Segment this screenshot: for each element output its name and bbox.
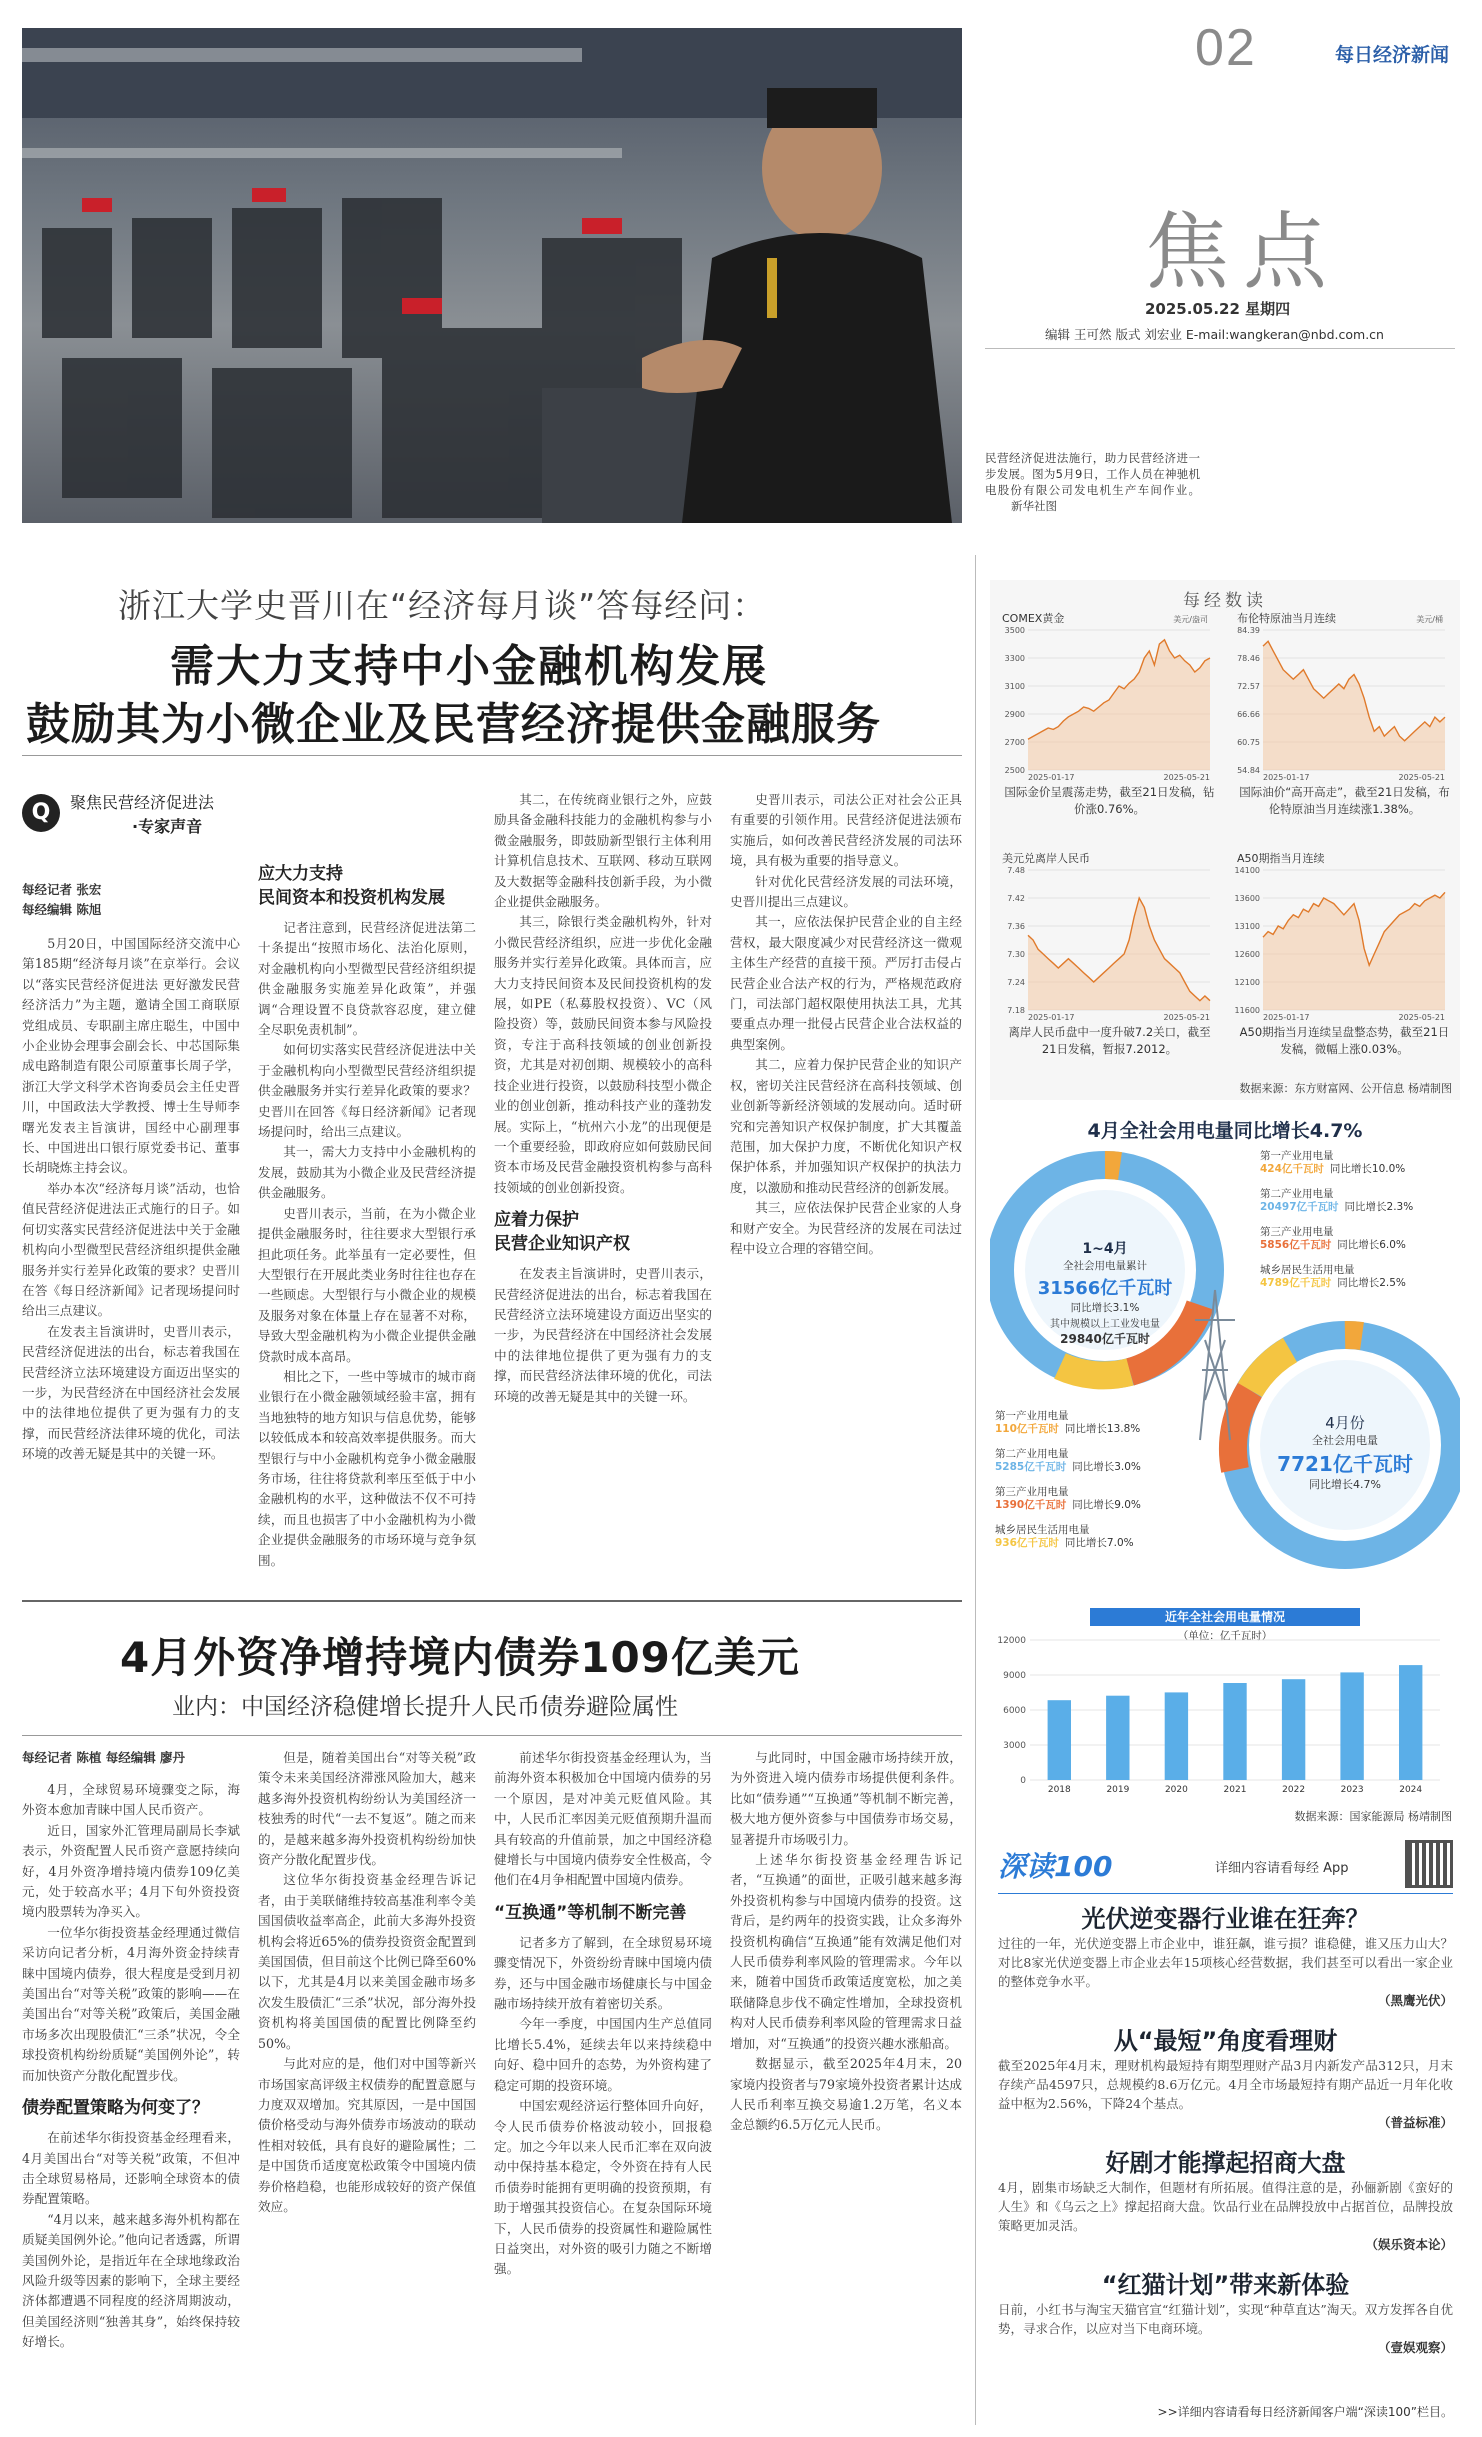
deep-read-item[interactable] <box>998 2265 1453 2356</box>
deep-read-panel <box>990 1835 1460 2425</box>
breakdown-value: 936亿千瓦时 <box>995 1537 1059 1549</box>
indicator-name: 美元兑离岸人民币 <box>1002 852 1090 865</box>
deep-read-title[interactable]: “红猫计划”带来新体验 <box>1101 2271 1350 2299</box>
deep-read-source: （娱乐资本论） <box>1365 2237 1453 2252</box>
x-tick: 2018 <box>1047 1785 1071 1795</box>
indicator-area <box>1263 641 1445 770</box>
section-title: 焦点 <box>1145 203 1342 301</box>
indicator-chart <box>1235 851 1452 1064</box>
apr-value: 7721亿千瓦时 <box>1277 1452 1413 1476</box>
power-title: 4月全社会用电量同比增长4.7% <box>1087 1120 1363 1142</box>
article2-subhead: 业内：中国经济稳健增长提升人民币债券避险属性 <box>172 1694 678 1720</box>
breakdown-values <box>1260 1163 1455 1176</box>
paragraph: 其二，应着力保护民营企业的知识产权，密切关注民营经济在高科技领域、创业创新等新经济领域的发展动向。适时研究和完善知识产权保护制度，扩大其覆盖范围，加大保护力度，不断优化知识产权保护体系，并加强知识产权保护的执法力度，以激励和推动民营经济的创新发展。 <box>730 1057 962 1195</box>
indicator-name: A50期指当月连续 <box>1237 852 1325 865</box>
x-tick: 2025-01-17 <box>1028 773 1075 782</box>
y-tick: 54.84 <box>1237 766 1260 775</box>
deep-read-source: （黑鹰光伏） <box>1377 1993 1453 2008</box>
article2-column-2 <box>258 1748 476 2428</box>
y-tick: 2700 <box>1004 738 1025 747</box>
breakdown-values <box>995 1461 1220 1474</box>
deep-read-text: 过往的一年，光伏逆变器上市企业中，谁狂飙，谁亏损？谁稳健，谁又压力山大？对比8家光伏逆变器上市企业去年15项核心经营数据，我们甚至可以看出一家企业的整体竞争水平。 <box>998 1936 1453 1989</box>
paragraph: 其二，在传统商业银行之外，应鼓励具备金融科技能力的金融机构参与小微金融服务，即鼓励新型银行主体利用计算机信息技术、互联网、移动互联网及大数据等金融科技创新手段，为小微企业提供金融服务。 <box>494 792 712 910</box>
power-bar-chart <box>990 1608 1460 1823</box>
paragraph: 在前述华尔街投资基金经理看来，4月美国出台“对等关税”政策，不但冲击全球贸易格局，还影响全球资本的债券配置策略。 <box>22 2130 240 2207</box>
page-number: 02 <box>1195 19 1257 77</box>
breakdown-item <box>995 1486 1220 1512</box>
bar <box>1048 1700 1071 1780</box>
breakdown-values <box>1260 1201 1455 1214</box>
y-tick: 78.46 <box>1237 654 1260 663</box>
y-tick: 12000 <box>997 1636 1026 1646</box>
breakdown-value: 1390亿千瓦时 <box>995 1499 1067 1511</box>
indicator-unit: 美元/桶 <box>1416 615 1443 624</box>
x-tick: 2025-05-21 <box>1163 1013 1210 1022</box>
apr-growth: 同比增长4.7% <box>1309 1478 1381 1491</box>
bar <box>1399 1665 1422 1780</box>
deep-read-title[interactable]: 从“最短”角度看理财 <box>1113 2027 1338 2055</box>
bar <box>1106 1696 1129 1780</box>
breakdown-values <box>995 1537 1220 1550</box>
breakdown-value: 20497亿千瓦时 <box>1260 1201 1339 1213</box>
breakdown-growth: 同比增长9.0% <box>1072 1499 1141 1511</box>
deep-read-title[interactable]: 光伏逆变器行业谁在狂奔？ <box>1081 1905 1370 1933</box>
breakdown-name: 第二产业用电量 <box>1260 1188 1334 1200</box>
breakdown-values <box>995 1423 1220 1436</box>
y-tick: 84.39 <box>1237 626 1260 635</box>
apr-sub: 全社会用电量 <box>1312 1434 1378 1447</box>
breakdown-growth: 同比增长10.0% <box>1329 1163 1406 1175</box>
paragraph: 4月，全球贸易环境骤变之际，海外资本愈加青睐中国人民币资产。 <box>22 1782 240 1818</box>
indicator-caption: 国际油价“高开高走”，截至21日发稿，布伦特原油当月连续涨1.38%。 <box>1239 785 1450 816</box>
paper-name: 每日经济新闻 <box>1335 44 1450 66</box>
bar <box>1340 1672 1363 1780</box>
breakdown-name: 城乡居民生活用电量 <box>1260 1264 1355 1276</box>
paragraph: 一位华尔街投资基金经理通过微信采访向记者分析，4月海外资金持续青睐中国境内债券，很大程度是受到月初美国出台“对等关税”政策的影响——在美国出台“对等关税”政策后，美国金融市场多次出现股债汇“三杀”状况，令全球投资机构纷纷质疑“美国例外论”，转而加快资产分散化配置步伐。 <box>22 1924 240 2083</box>
paragraph: 近日，国家外汇管理局副局长李斌表示，外资配置人民币资产意愿持续向好，4月外资净增持境内债券109亿美元，处于较高水平；4月下旬外资投资境内股票转为净买入。 <box>22 1822 240 1920</box>
indicator-chart <box>1002 851 1217 1064</box>
bar-chart-unit: （单位：亿千瓦时） <box>1177 1630 1273 1642</box>
paragraph: “4月以来，越来越多海外机构都在质疑美国例外论。”他向记者透露，所谓美国例外论，是指近年在全球地缘政治风险升级等因素的影响下，全球主要经济体都遭遇不同程度的经济周期波动，但美国经济则“独善其身”，始终保持较好增长。 <box>22 2211 240 2350</box>
x-tick: 2024 <box>1399 1785 1423 1795</box>
y-tick: 13100 <box>1234 922 1260 931</box>
breakdown-item <box>1260 1264 1455 1290</box>
indicators-panel <box>990 580 1460 1100</box>
indicator-area <box>1263 892 1445 1010</box>
cum-growth: 同比增长3.1% <box>1070 1302 1140 1314</box>
x-tick: 2022 <box>1282 1785 1306 1795</box>
breakdown-name: 第一产业用电量 <box>995 1410 1069 1422</box>
y-tick: 14100 <box>1234 866 1260 875</box>
deep-read-source: （壹娱观察） <box>1377 2340 1453 2355</box>
indicators-title: 每经数读 <box>1183 591 1267 611</box>
breakdown-growth: 同比增长3.0% <box>1072 1461 1141 1473</box>
deep-read-logo: 深读100 <box>998 1850 1113 1883</box>
april-breakdown <box>995 1410 1220 1562</box>
y-tick: 7.36 <box>1007 922 1025 931</box>
indicator-caption: A50期指当月连续呈盘整态势，截至21日发稿，微幅上涨0.03%。 <box>1239 1025 1450 1056</box>
article1-reporter: 每经记者 张宏 <box>22 882 102 897</box>
breakdown-item <box>1260 1226 1455 1252</box>
article2-column-3 <box>494 1748 712 2428</box>
y-tick: 12600 <box>1234 950 1260 959</box>
x-tick: 2020 <box>1164 1785 1188 1795</box>
y-tick: 6000 <box>1003 1706 1026 1716</box>
breakdown-item <box>1260 1150 1455 1176</box>
paragraph: 其一，应依法保护民营企业的自主经营权，最大限度减少对民营经济这一微观主体生产经营的直接干预。严厉打击侵占民营企业合法产权的行为，严格规范政府门，司法部门超权限使用执法工具，尤其要重点办理一批侵占民营企业合法权益的典型案例。 <box>730 914 962 1052</box>
y-tick: 13600 <box>1234 894 1260 903</box>
cum-value: 31566亿千瓦时 <box>1037 1278 1173 1299</box>
bar <box>1165 1692 1188 1780</box>
paragraph: 在发表主旨演讲时，史晋川表示，民营经济促进法的出台，标志着我国在民营经济立法环境建设方面迈出坚实的一步，为民营经济在中国经济社会发展中的法律地位提供了更为强有力的支撑，而民营经济法律环境的优化，司法环境的改善无疑是其中的关键一环。 <box>22 1323 240 1462</box>
y-tick: 60.75 <box>1237 738 1260 747</box>
paragraph: 前述华尔街投资基金经理认为，当前海外资本积极加仓中国境内债券的另一个原因，是对冲美元贬值风险。其中，人民币汇率因美元贬值预期升温而具有较高的升值前景，加之中国经济稳健增长与中国境内债券安全性极高，令他们在4月争相配置中国境内债券。 <box>494 1750 712 1888</box>
deep-read-hint: 详细内容请看每经 App <box>1215 1861 1349 1876</box>
y-tick: 11600 <box>1234 1006 1260 1015</box>
breakdown-growth: 同比增长2.3% <box>1344 1201 1414 1213</box>
y-tick: 2900 <box>1004 710 1025 719</box>
article1-subhead-2: 应着力保护 民营企业知识产权 <box>494 1210 630 1255</box>
x-tick: 2025-05-21 <box>1398 1013 1445 1022</box>
indicator-caption: 离岸人民币盘中一度升破7.2关口，截至21日发稿，暂报7.2012。 <box>1008 1025 1211 1056</box>
paragraph: 数据显示，截至2025年4月末，20家境内投资者与79家境外投资者累计达成人民币利率互换交易逾1.2万笔，名义本金总额约6.5万亿元人民币。 <box>730 2056 962 2133</box>
paragraph: 其一，需大力支持中小金融机构的发展，鼓励其为小微企业及民营经济提供金融服务。 <box>258 1144 476 1201</box>
paragraph: 与此对应的是，他们对中国等新兴市场国家高评级主权债券的配置意愿与力度双双增加。究其原因，一是中国国债价格受动与海外债券市场波动的联动性相对较低，具有良好的避险属性；二是中国货币适度宽松政策令中国境内债券价格趋稳，也能形成较好的资产保值效应。 <box>258 2056 476 2214</box>
article1-column-2 <box>258 790 476 1580</box>
apr-label: 4月份 <box>1325 1414 1365 1432</box>
y-tick: 0 <box>1020 1776 1026 1786</box>
news-photo <box>22 28 962 523</box>
x-tick: 2025-01-17 <box>1263 773 1310 782</box>
deep-read-item[interactable] <box>998 2021 1453 2131</box>
article1-column-4 <box>730 790 962 1580</box>
breakdown-item <box>995 1524 1220 1550</box>
breakdown-name: 第二产业用电量 <box>995 1448 1069 1460</box>
article1-headline-1: 需大力支持中小金融机构发展 <box>170 641 768 692</box>
breakdown-growth: 同比增长7.0% <box>1064 1537 1134 1549</box>
x-tick: 2023 <box>1340 1785 1364 1795</box>
article2-subhead-2: “互换通”等机制不断完善 <box>494 1902 687 1923</box>
paragraph: 上述华尔街投资基金经理告诉记者，“互换通”的面世，正吸引越来越多海外投资机构参与中国境内债券的投资。这背后，是约两年的投资实践，让众多海外投资机构确信“互换通”能有效满足他们对人民币债券利率风险的管理需求。今年以来，随着中国货币政策适度宽松，加之美联储降息步伐不确定性增加，全球投资机构对人民币债券利率风险的管理需求日益增加，对“互换通”的投资兴趣水涨船高。 <box>730 1852 962 2051</box>
y-tick: 9000 <box>1003 1671 1026 1681</box>
bar-chart-title: 近年全社会用电量情况 <box>1090 1608 1360 1626</box>
y-tick: 12100 <box>1234 978 1260 987</box>
indicators-charts <box>990 610 1460 1100</box>
deep-read-item[interactable] <box>998 1899 1453 2009</box>
bar-chart-source: 数据来源：国家能源局 杨靖制图 <box>1294 1810 1452 1823</box>
y-tick: 3100 <box>1004 682 1025 691</box>
indicator-chart <box>1237 611 1452 824</box>
y-tick: 66.66 <box>1237 710 1260 719</box>
article2-byline: 每经记者 陈植 每经编辑 廖丹 <box>22 1750 186 1765</box>
paragraph: 相比之下，一些中等城市的城市商业银行在小微金融领域经验丰富，拥有当地独特的地方知识与信息优势，能够以较低成本和较高效率提供服务。而大型银行与中小金融机构竞争小微金融服务市场，往往将贷款利率压至低于中小金融机构的水平，这种做法不仅不可持续，而且也损害了中小金融机构为小微企业提供金融服务的市场环境与竞争氛围。 <box>258 1368 476 1568</box>
cum-extra1: 其中规模以上工业发电量 <box>1050 1319 1160 1330</box>
paragraph: 5月20日，中国国际经济交流中心第185期“经济每月谈”在京举行。会议以“落实民营经济促进法 更好激发民营经济活力”为主题，邀请全国工商联原党组成员、专职副主席庄聪生，中国中小企业协会理事会副会长、中芯国际集成电路制造有限公司原董事长周子学，浙江大学文科学术咨询委员会主任史晋川，中国政法大学教授、博士生导师李曙光发表主旨演讲，国经中心副理事长、中国进出口银行原党委书记、董事长胡晓炼主持会议。 <box>22 936 240 1176</box>
tag-line-1: 聚焦民营经济促进法 <box>70 793 215 812</box>
paragraph: 史晋川表示，当前，在为小微企业提供金融服务时，往往要求大型银行承担此项任务。此举虽有一定必要性，但大型银行在开展此类业务时往往也存在一些顾虑。大型银行与小微企业的规模及服务对象在体量上存在显著不对称，导致大型金融机构为小微企业提供金融贷款时成本高昂。 <box>258 1205 476 1364</box>
x-tick: 2025-01-17 <box>1028 1013 1075 1022</box>
paragraph: 举办本次“经济每月谈”活动，也恰值民营经济促进法正式施行的日子。如何切实落实民营经济促进法中关于金融机构向小型微型民营经济组织提供金融服务并实行差异化政策的要求？史晋川在答《每日经济新闻》记者现场提问时给出三点建议。 <box>22 1180 240 1319</box>
paragraph: 其三，除银行类金融机构外，针对小微民营经济组织，应进一步优化金融服务并实行差异化政策。具体而言，应大力支持民间资本及民间投资机构的发展，如PE（私募股权投资）、VC（风险投资）等，鼓励民间资本参与风险投资，专注于高科技领域的创业创新投资，尤其是对初创期、规模较小的高科技企业进行投资，以鼓励科技型小微企业的创业创新，推动科技产业的蓬勃发展。实际上，“杭州六小龙”的出现便是一个重要经验，即政府应如何鼓励民间资本市场及民营金融投资机构参与高科技领域的创业创新投资。 <box>494 914 712 1195</box>
indicator-name: 布伦特原油当月连续 <box>1237 612 1336 625</box>
bar <box>1282 1679 1305 1780</box>
deep-read-text: 截至2025年4月末，理财机构最短持有期型理财产品3月内新发产品312只，月末存续产品4597只，总规模约8.6万亿元。4月全市场最短持有期产品近一月年化收益中枢为2.56%，下降24个基点。 <box>998 2058 1453 2111</box>
x-tick: 2021 <box>1223 1785 1247 1795</box>
article1-column-1 <box>22 880 240 1580</box>
cum-sub: 全社会用电量累计 <box>1063 1260 1147 1272</box>
y-tick: 7.24 <box>1007 978 1025 987</box>
paragraph: 这位华尔街投资基金经理告诉记者，由于美联储维持较高基准利率令美国国债收益率高企，此前大多海外投资机构会将近65%的债券投资资金配置到美国国债，但目前这个比例已降至60%以下，尤其是4月以来美国金融市场多次发生股债汇“三杀”状况，部分海外投资机构将美国国债的配置比例降至约50%。 <box>258 1872 476 2051</box>
breakdown-item <box>995 1410 1220 1436</box>
deep-read-text: 日前，小红书与淘宝天猫官宣“红猫计划”，实现“种草直达”淘天。双方发挥各自优势，寻求合作，以应对当下电商环境。 <box>998 2302 1453 2336</box>
breakdown-value: 4789亿千瓦时 <box>1260 1277 1332 1289</box>
y-tick: 72.57 <box>1237 682 1260 691</box>
breakdown-values <box>995 1499 1220 1512</box>
paragraph: 史晋川表示，司法公正对社会公正具有重要的引领作用。民营经济促进法颁布实施后，如何改善民营经济发展的司法环境，具有极为重要的指导意义。 <box>730 792 962 869</box>
breakdown-growth: 同比增长13.8% <box>1064 1423 1141 1435</box>
cumulative-breakdown <box>1260 1150 1455 1302</box>
paragraph: 与此同时，中国金融市场持续开放，为外资进入境内债券市场提供便利条件。比如“债券通”“互换通”等机制不断完善，极大地方便外资参与中国债券市场交易，显著提升市场吸引力。 <box>730 1750 962 1847</box>
paragraph: 针对优化民营经济发展的司法环境，史晋川提出三点建议。 <box>730 873 962 910</box>
issue-date: 2025.05.22 星期四 <box>1145 300 1291 318</box>
article1-headline-2: 鼓励其为小微企业及民营经济提供金融服务 <box>26 699 881 750</box>
y-tick: 7.42 <box>1007 894 1025 903</box>
tag-q-icon: Q <box>22 794 60 832</box>
indicator-caption: 国际金价呈震荡走势，截至21日发稿，钻价涨0.76%。 <box>1004 785 1215 816</box>
deep-read-footer[interactable]: >>详细内容请看每日经济新闻客户端“深读100”栏目。 <box>1157 2405 1453 2419</box>
photo-caption <box>985 450 1200 514</box>
indicator-name: COMEX黄金 <box>1002 612 1065 625</box>
x-tick: 2025-05-21 <box>1163 773 1210 782</box>
breakdown-name: 第一产业用电量 <box>1260 1150 1334 1162</box>
breakdown-name: 城乡居民生活用电量 <box>995 1524 1090 1536</box>
paragraph: 今年一季度，中国国内生产总值同比增长5.4%，延续去年以来持续稳中向好、稳中回升的态势，为外资构建了稳定可期的投资环境。 <box>494 2016 712 2093</box>
y-tick: 2500 <box>1004 766 1025 775</box>
cum-extra2: 29840亿千瓦时 <box>1060 1332 1150 1346</box>
photo-caption-text: 民营经济促进法施行，助力民营经济进一步发展。图为5月9日，工作人员在神驰机电股份有限公司发电机生产车间作业。 <box>985 451 1200 497</box>
breakdown-name: 第三产业用电量 <box>995 1486 1069 1498</box>
breakdown-item <box>995 1448 1220 1474</box>
factory-illustration <box>22 28 962 523</box>
paragraph: 其三，应依法保护民营企业家的人身和财产安全。为民营经济的发展在司法过程中设立合理的容错空间。 <box>730 1200 962 1256</box>
article1-column-3 <box>494 790 712 1580</box>
paragraph: 但是，随着美国出台“对等关税”政策令未来美国经济滞涨风险加大，越来越多海外投资机构纷纷认为美国经济一枝独秀的时代“一去不复返”。随之而来的，是越来越多海外投资机构纷纷加快资产分散化配置步伐。 <box>258 1750 476 1868</box>
breakdown-value: 424亿千瓦时 <box>1260 1163 1324 1175</box>
bar <box>1223 1683 1246 1780</box>
deep-read-list <box>998 1899 1453 2368</box>
paragraph: 记者注意到，民营经济促进法第二十条提出“按照市场化、法治化原则，对金融机构向小型微型民营经济组织提供金融服务实施差异化政策”，并强调“合理设置不良贷款容忍度，建立健全尽职免责机制”。 <box>258 920 476 1038</box>
photo-credit: 新华社图 <box>1011 499 1057 513</box>
paragraph: 记者多方了解到，在全球贸易环境骤变情况下，外资纷纷青睐中国境内债券，还与中国金融市场健康长与中国金融市场持续开放有着密切关系。 <box>494 1934 712 2012</box>
topic-tag <box>22 790 240 842</box>
deep-read-title[interactable]: 好剧才能撑起招商大盘 <box>1105 2149 1346 2177</box>
indicator-unit: 美元/盎司 <box>1173 615 1208 624</box>
deep-read-source: （普益标准） <box>1377 2115 1453 2130</box>
article2-headline: 4月外资净增持境内债券109亿美元 <box>120 1633 800 1682</box>
y-tick: 7.18 <box>1007 1006 1025 1015</box>
qr-code <box>1405 1840 1453 1888</box>
power-panel <box>990 1110 1460 1610</box>
breakdown-item <box>1260 1188 1455 1214</box>
y-tick: 3500 <box>1004 626 1025 635</box>
breakdown-value: 5856亿千瓦时 <box>1260 1239 1332 1251</box>
breakdown-value: 110亿千瓦时 <box>995 1423 1059 1435</box>
breakdown-value: 5285亿千瓦时 <box>995 1461 1067 1473</box>
article2-subhead-1: 债券配置策略为何变了？ <box>22 2098 209 2119</box>
indicator-chart <box>1002 611 1217 824</box>
breakdown-values <box>1260 1277 1455 1290</box>
paragraph: 如何切实落实民营经济促进法中关于金融机构向小型微型民营经济组织提供金融服务并实行差异化政策的要求？史晋川在回答《每日经济新闻》记者现场提问时，给出三点建议。 <box>258 1042 476 1140</box>
breakdown-values <box>1260 1239 1455 1252</box>
x-tick: 2019 <box>1106 1785 1130 1795</box>
bar-chart-svg <box>990 1630 1460 1810</box>
y-tick: 3000 <box>1003 1741 1026 1751</box>
article2-column-1 <box>22 1748 240 2428</box>
y-tick: 7.30 <box>1007 950 1025 959</box>
deep-read-item[interactable] <box>998 2143 1453 2253</box>
article2-column-4 <box>730 1748 962 2428</box>
y-tick: 7.48 <box>1007 866 1025 875</box>
paragraph: 在发表主旨演讲时，史晋川表示，民营经济促进法的出台，标志着我国在民营经济立法环境建设方面迈出坚实的一步，为民营经济在中国经济社会发展中的法律地位提供了更为强有力的支撑，而民营经济法律环境的优化，司法环境的改善无疑是其中的关键一环。 <box>494 1266 712 1404</box>
article1-subhead-1: 应大力支持 民间资本和投资机构发展 <box>258 864 445 908</box>
breakdown-growth: 同比增长2.5% <box>1337 1277 1406 1289</box>
breakdown-name: 第三产业用电量 <box>1260 1226 1334 1238</box>
indicators-source: 数据来源：东方财富网、公开信息 杨靖制图 <box>1239 1082 1452 1095</box>
deep-read-text: 4月，剧集市场缺乏大制作，但题材有所拓展。值得注意的是，孙俪新剧《蛮好的人生》和《乌云之上》撑起招商大盘。饮品行业在品牌投放中占据首位，品牌投放策略更加灵活。 <box>998 2180 1453 2233</box>
article1-kicker: 浙江大学史晋川在“经济每月谈”答每经问： <box>118 586 767 625</box>
article1-editor: 每经编辑 陈旭 <box>22 902 102 917</box>
paragraph: 中国宏观经济运行整体回升向好，令人民币债券价格波动较小，回报稳定。加之今年以来人民币汇率在双向波动中保持基本稳定，令外资在持有人民币债券时能拥有更明确的投资预期，有助于增强其投资信心。在复杂国际环境下，人民币债券的投资属性和避险属性日益突出，对外资的吸引力随之不断增强。 <box>494 2098 712 2277</box>
editor-line: 编辑 王可然 版式 刘宏业 E-mail:wangkeran@nbd.com.cn <box>1045 327 1384 342</box>
tag-line-2: ·专家声音 <box>132 817 203 836</box>
y-tick: 3300 <box>1004 654 1025 663</box>
breakdown-growth: 同比增长6.0% <box>1337 1239 1406 1251</box>
x-tick: 2025-01-17 <box>1263 1013 1310 1022</box>
x-tick: 2025-05-21 <box>1398 773 1445 782</box>
cum-label: 1~4月 <box>1082 1241 1128 1257</box>
